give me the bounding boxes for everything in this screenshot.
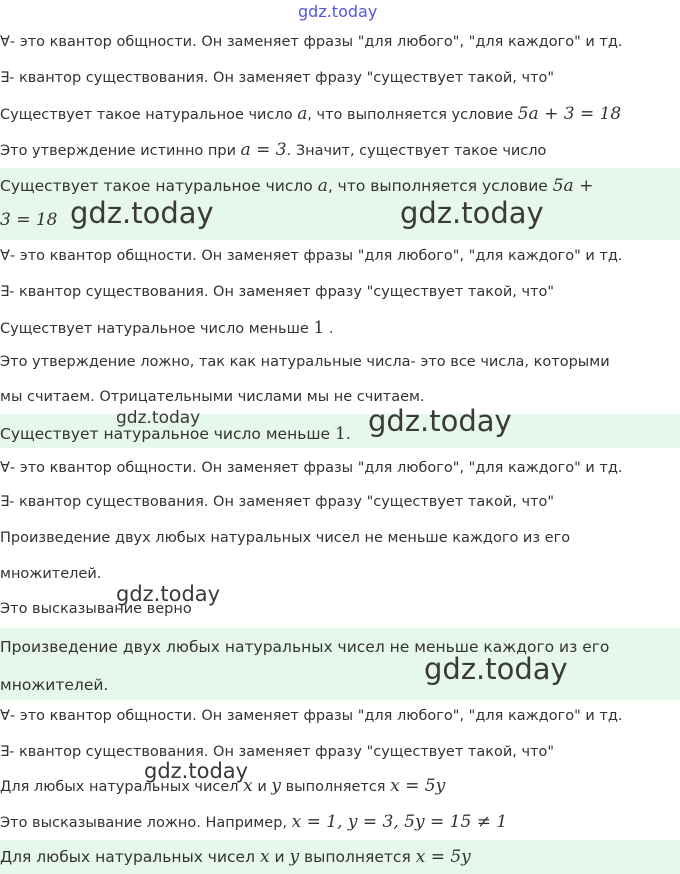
truth-text-2: . Значит, существует такое число — [286, 143, 547, 159]
statement-4-text-2: выполняется — [281, 779, 391, 795]
answer-4-y: y — [289, 847, 300, 867]
explanation-line-2: мы считаем. Отрицательными числами мы не считаем. — [0, 389, 425, 405]
forall-definition-3: ∀- это квантор общности. Он заменяет фразы "для любого", "для каждого" и тд. — [0, 460, 623, 476]
statement-4-and: и — [252, 779, 272, 795]
truth-text: Это утверждение истинно при — [0, 143, 241, 159]
statement-4-math: x = 5y — [390, 776, 446, 796]
watermark: gdz.today — [70, 196, 214, 230]
watermark: gdz.today — [116, 408, 201, 428]
counterexample-text: Это высказывание ложно. Например, — [0, 815, 292, 831]
equation: 5a + 3 = 18 — [517, 104, 622, 124]
watermark: gdz.today — [368, 404, 512, 438]
answer-line-4 — [0, 847, 680, 867]
answer-2-tail: . — [345, 425, 351, 443]
variable-y: y — [271, 776, 282, 796]
answer-4-and: и — [269, 848, 290, 866]
statement-line-2 — [0, 318, 680, 338]
variable-x: x — [243, 776, 253, 796]
watermark: gdz.today — [116, 582, 221, 606]
exists-definition: ∃- квантор существования. Он заменяет фразу "существует такой, что" — [0, 70, 555, 86]
variable-a: a — [297, 104, 308, 124]
exists-definition-4: ∃- квантор существования. Он заменяет фразу "существует такой, что" — [0, 744, 555, 760]
forall-definition-2: ∀- это квантор общности. Он заменяет фразы "для любого", "для каждого" и тд. — [0, 248, 623, 264]
explanation-line-1: Это утверждение ложно, так как натуральные числа- это все числа, которыми — [0, 354, 610, 370]
site-logo: gdz.today — [298, 2, 378, 21]
exists-definition-2: ∃- квантор существования. Он заменяет фразу "существует такой, что" — [0, 284, 555, 300]
exists-definition-3: ∃- квантор существования. Он заменяет фразу "существует такой, что" — [0, 494, 555, 510]
statement-2-num: 1 — [313, 318, 325, 338]
watermark: gdz.today — [424, 652, 568, 686]
counterexample-line — [0, 812, 680, 832]
verdict-line-3: Это высказывание верно — [0, 601, 192, 617]
answer-variable: a — [317, 176, 328, 196]
watermark: gdz.today — [400, 196, 544, 230]
answer-4-text-2: выполняется — [299, 848, 416, 866]
statement-text-2: , что выполняется условие — [307, 107, 518, 123]
statement-line-3b: множителей. — [0, 566, 102, 582]
forall-definition-4: ∀- это квантор общности. Он заменяет фразы "для любого", "для каждого" и тд. — [0, 708, 623, 724]
forall-definition: ∀- это квантор общности. Он заменяет фразы "для любого", "для каждого" и тд. — [0, 34, 623, 50]
answer-2-text: Существует натуральное число меньше — [0, 425, 335, 443]
answer-4-text: Для любых натуральных чисел — [0, 848, 260, 866]
counterexample-math: x = 1, y = 3, 5y = 15 ≠ 1 — [291, 812, 508, 832]
truth-line — [0, 140, 680, 160]
answer-text: Существует такое натуральное число — [0, 177, 318, 195]
watermark: gdz.today — [144, 759, 249, 783]
statement-line-3a: Произведение двух любых натуральных чисел не меньше каждого из его — [0, 530, 571, 546]
answer-text-2: , что выполняется условие — [327, 177, 553, 195]
answer-line-3a: Произведение двух любых натуральных чисел не меньше каждого из его — [0, 638, 610, 656]
truth-math: a = 3 — [240, 140, 287, 160]
answer-line-3b: множителей. — [0, 676, 109, 694]
statement-line-4 — [0, 776, 680, 796]
answer-line-2 — [0, 424, 680, 444]
answer-line-1a — [0, 176, 680, 196]
statement-4-text: Для любых натуральных чисел — [0, 779, 244, 795]
answer-math: 5a + — [552, 176, 594, 196]
statement-2-text: Существует натуральное число меньше — [0, 321, 314, 337]
statement-line — [0, 104, 680, 124]
statement-2-tail: . — [324, 321, 334, 337]
answer-2-num: 1 — [335, 424, 346, 444]
answer-4-math: x = 5y — [415, 847, 471, 867]
answer-math-2: 3 = 18 — [0, 210, 58, 230]
answer-4-x: x — [259, 847, 270, 867]
statement-text: Существует такое натуральное число — [0, 107, 298, 123]
